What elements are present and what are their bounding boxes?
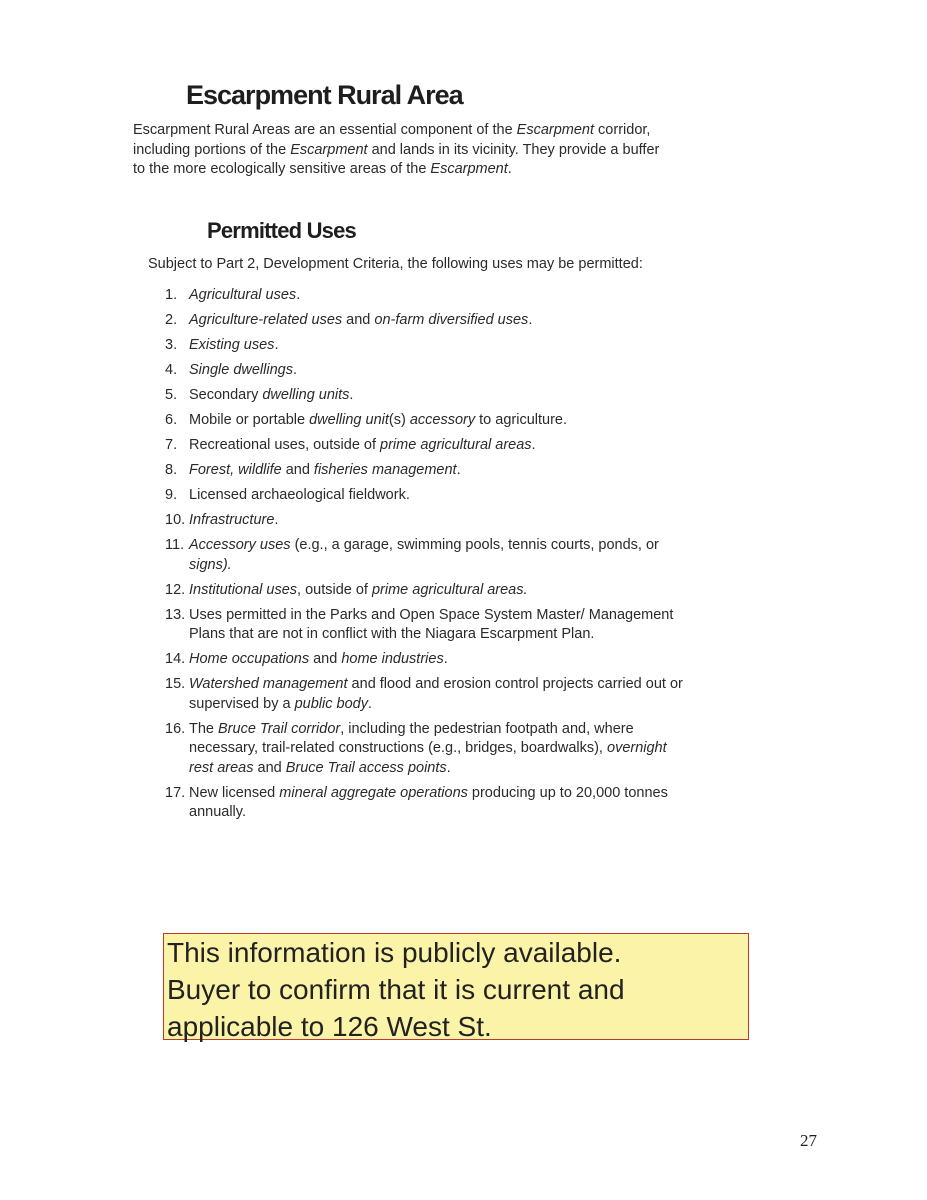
list-item-text: Licensed archaeological fieldwork. bbox=[189, 487, 410, 503]
list-item bbox=[165, 784, 685, 823]
list-item bbox=[165, 511, 685, 531]
list-item-number: 9. bbox=[165, 487, 178, 503]
list-item bbox=[165, 461, 685, 481]
lead-sentence: Subject to Part 2, Development Criteria, the following uses may be permitted: bbox=[148, 256, 643, 272]
list-item-number: 17. bbox=[165, 784, 186, 801]
list-item-text: Watershed management and flood and erosion control projects carried out or supervised by a public body. bbox=[189, 676, 683, 712]
page-title: Escarpment Rural Area bbox=[186, 80, 463, 110]
list-item bbox=[165, 720, 685, 779]
list-item-number: 6. bbox=[165, 412, 178, 428]
list-item-number: 2. bbox=[165, 312, 178, 328]
list-item-number: 3. bbox=[165, 337, 178, 353]
list-item-number: 7. bbox=[165, 437, 178, 453]
list-item-text: Home occupations and home industries. bbox=[189, 651, 448, 667]
list-item bbox=[165, 581, 685, 601]
list-item-number: 10. bbox=[165, 512, 186, 528]
list-item-text: Recreational uses, outside of prime agricultural areas. bbox=[189, 437, 536, 453]
list-item-text: Uses permitted in the Parks and Open Space System Master/ Management Plans that are not in conflict with the Niagara Escarpment Plan. bbox=[189, 606, 674, 642]
list-item bbox=[165, 361, 685, 381]
list-item-text: Agricultural uses. bbox=[189, 287, 301, 303]
list-item-number: 4. bbox=[165, 362, 178, 378]
list-item bbox=[165, 675, 685, 714]
list-item-text: Secondary dwelling units. bbox=[189, 387, 354, 403]
permitted-uses-list bbox=[165, 286, 685, 828]
list-item-text: Institutional uses, outside of prime agricultural areas. bbox=[189, 581, 528, 598]
list-item-text: Mobile or portable dwelling unit(s) accessory to agriculture. bbox=[189, 412, 568, 428]
intro-paragraph: Escarpment Rural Areas are an essential component of the Escarpment corridor, including portions of the Escarpment and lands in its vicinity. They provide a buffer to the more ecologically sensitive areas of the Escarpment. bbox=[133, 122, 660, 177]
list-item-text: Single dwellings. bbox=[189, 362, 298, 378]
list-item-text: The Bruce Trail corridor, including the pedestrian footpath and, where necessary, trail-related constructions (e.g., bridges, boardwalks), overnight rest areas and Bruce Trail access points. bbox=[189, 720, 667, 776]
list-item-text: Agriculture-related uses and on-farm diversified uses. bbox=[189, 312, 533, 328]
list-item bbox=[165, 536, 685, 575]
list-item bbox=[165, 286, 685, 306]
list-item-number: 11. bbox=[165, 537, 185, 553]
page-number: 27 bbox=[800, 1131, 817, 1150]
list-item bbox=[165, 411, 685, 431]
list-item-number: 12. bbox=[165, 581, 186, 598]
list-item-number: 14. bbox=[165, 651, 186, 667]
notice-box bbox=[163, 933, 749, 1040]
list-item-text: Existing uses. bbox=[189, 337, 279, 353]
list-item bbox=[165, 386, 685, 406]
list-item-text: Forest, wildlife and fisheries management. bbox=[189, 462, 461, 478]
list-item-number: 16. bbox=[165, 720, 186, 737]
list-item bbox=[165, 436, 685, 456]
notice-line: This information is publicly available. bbox=[167, 937, 622, 968]
list-item bbox=[165, 311, 685, 331]
list-item-number: 1. bbox=[165, 287, 178, 303]
list-item bbox=[165, 650, 685, 670]
list-item-number: 5. bbox=[165, 387, 178, 403]
list-item-text: Infrastructure. bbox=[189, 512, 279, 528]
list-item-text: Accessory uses (e.g., a garage, swimming pools, tennis courts, ponds, or signs). bbox=[189, 537, 659, 573]
list-item-number: 15. bbox=[165, 676, 186, 692]
notice-line: Buyer to confirm that it is current and bbox=[167, 974, 625, 1005]
list-item-number: 13. bbox=[165, 606, 186, 623]
list-item bbox=[165, 486, 685, 506]
notice-line: applicable to 126 West St. bbox=[167, 1011, 492, 1042]
list-item-number: 8. bbox=[165, 462, 178, 478]
list-item bbox=[165, 336, 685, 356]
section-title: Permitted Uses bbox=[207, 218, 356, 243]
list-item bbox=[165, 606, 685, 645]
list-item-text: New licensed mineral aggregate operations producing up to 20,000 tonnes annually. bbox=[189, 784, 668, 820]
